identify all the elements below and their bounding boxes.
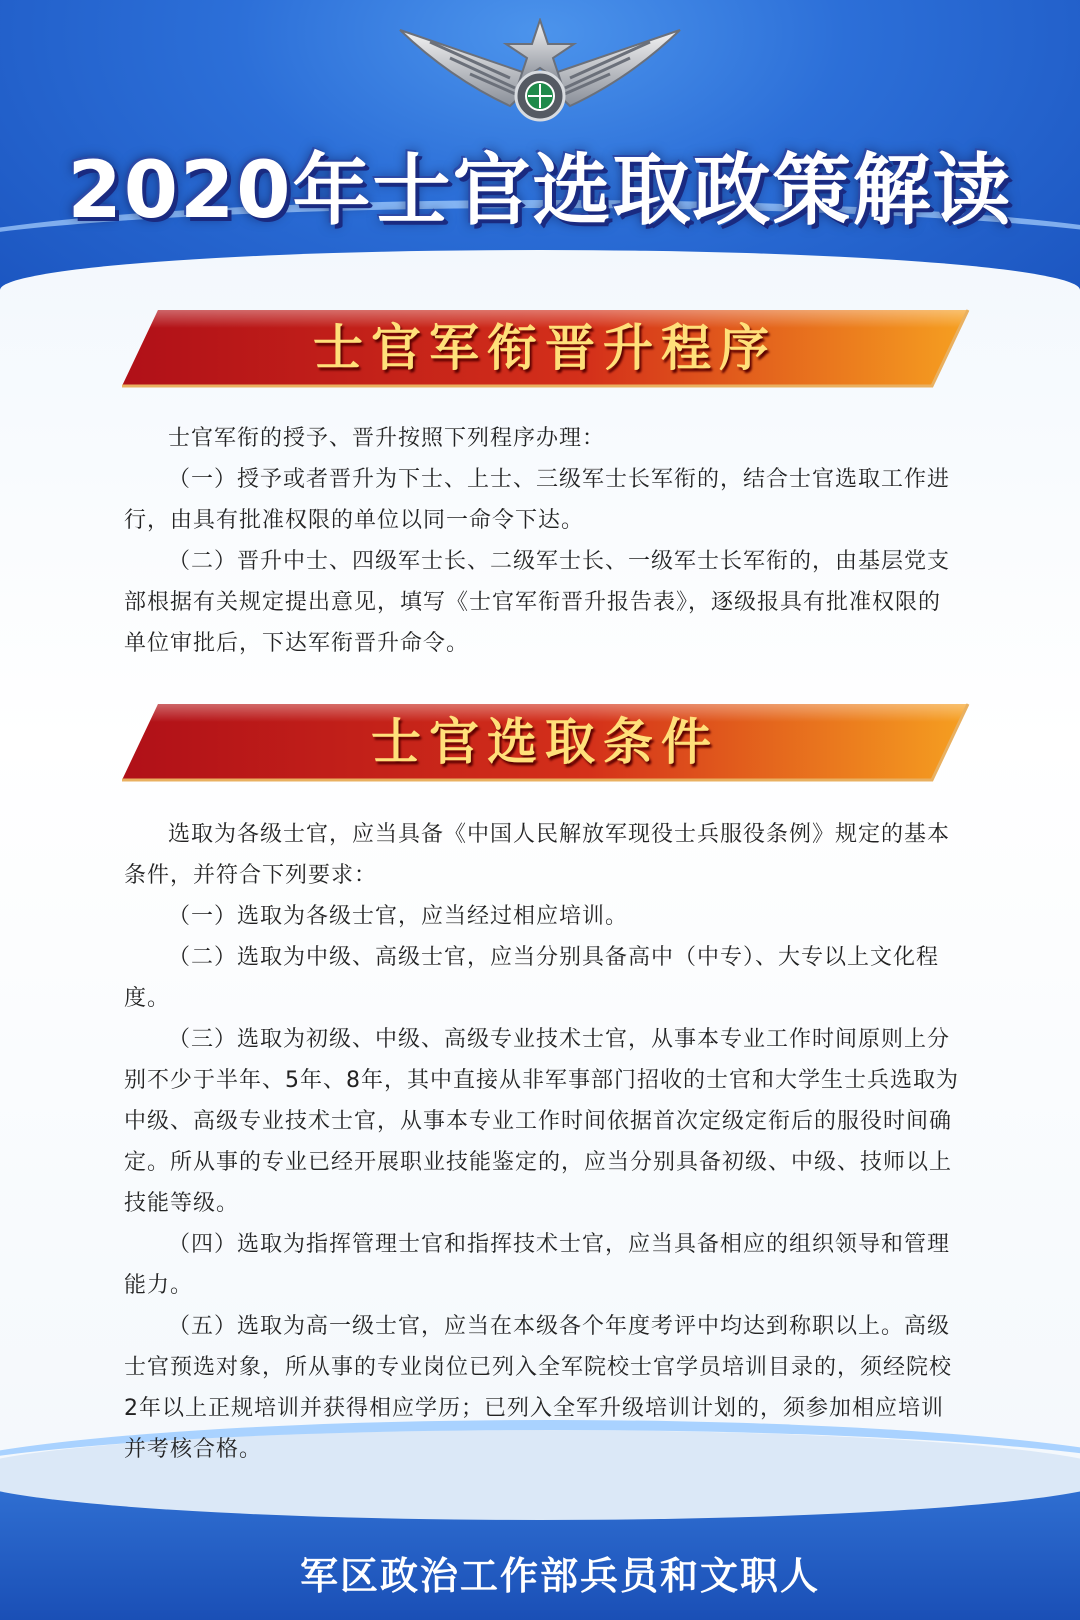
paragraph: （一）选取为各级士官，应当经过相应培训。 [168, 904, 629, 929]
footer-text: 军区政治工作部兵员和文职人 [300, 1554, 821, 1598]
paragraph: （三）选取为初级、中级、高级专业技术士官，从事本专业工作时间原则上分别不少于半年、5年、8年，其中直接从非军事部门招收的士官和大学生士兵选取为中级、高级专业技术士官，从事本专业工作时间依据首次定级定衔后的服役时间确定。所从事的专业已经开展职业技能鉴定的，应当分别具备初级、中级、技师以上技能等级。 [124, 1027, 959, 1216]
paragraph: （二）晋升中士、四级军士长、二级军士长、一级军士长军衔的，由基层党支部根据有关规定提出意见，填写《士官军衔晋升报告表》，逐级报具有批准权限的单位审批后，下达军衔晋升命令。 [124, 549, 951, 656]
paragraph: （一）授予或者晋升为下士、上士、三级军士长军衔的，结合士官选取工作进行，由具有批准权限的单位以同一命令下达。 [124, 467, 951, 533]
paragraph: （五）选取为高一级士官，应当在本级各个年度考评中均达到称职以上。高级士官预选对象，所从事的专业岗位已列入全军院校士官学员培训目录的，须经院校2年以上正规培训并获得相应学历；已列入全军升级培训计划的，须参加相应培训并考核合格。 [124, 1314, 953, 1462]
section-heading: 士官军衔晋升程序 [313, 319, 777, 377]
paragraph: 士官军衔的授予、晋升按照下列程序办理： [168, 426, 606, 451]
section-body [124, 814, 960, 1470]
page-title: 2020年士官选取政策解读 [67, 146, 1013, 236]
section-body [124, 418, 960, 664]
section-heading: 士官选取条件 [371, 713, 719, 771]
section-banner [120, 306, 970, 390]
paragraph: （四）选取为指挥管理士官和指挥技术士官，应当具备相应的组织领导和管理能力。 [124, 1232, 951, 1298]
section-banner [120, 700, 970, 784]
paragraph: （二）选取为中级、高级士官，应当分别具备高中（中专）、大专以上文化程度。 [124, 945, 940, 1011]
paragraph: 选取为各级士官，应当具备《中国人民解放军现役士兵服役条例》规定的基本条件，并符合下列要求： [124, 822, 951, 888]
air-force-wings-star-emblem-icon [390, 18, 690, 128]
